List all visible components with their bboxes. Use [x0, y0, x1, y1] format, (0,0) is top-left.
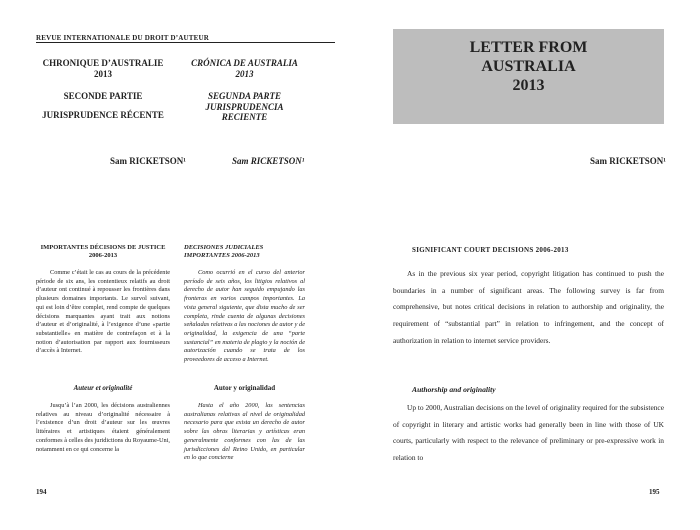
es-intro-text: Como ocurrió en el curso del anterior período de seis años, los litigios relativos al derecho de autor han seguido empujando las fronteras en varios campos importantes. La vista general siguiente, que dista mucho de ser completa, rinde cuenta de algunas decisiones señaladas relativas a las nociones de autor y de originalidad, la exigencia de una “parte sustancial” en materia de plagio y la noción de autorización cuando se trata de los proveedores de acceso a Internet. — [184, 269, 305, 364]
fr-title — [36, 58, 170, 80]
es-section-title: DECISIONES JUDICIALES IMPORTANTES 2006-2013 — [184, 244, 264, 259]
fr-part: SECONDE PARTIE — [63, 91, 143, 101]
en-intro-text: As in the previous six year period, copyright litigation has continued to push the boundaries in a number of significant areas. The following survey is far from comprehensive, but notes critical decisions in relation to authorship and originality, the requirement of “substantial part” in relation to infringement, and the concept of authorization in relation to internet service providers. — [393, 269, 664, 345]
fr-intro-text: Comme c’était le cas au cours de la précédente période de six ans, les contentieux relatifs au droit d’auteur ont continué à repousser les frontières dans plusieurs domaines importants. Le survol suivant, qui est loin d’être complet, rend compte de quelques décisions marquantes ayant trait aux notions d’auteur et d’originalité, à l’exigence d’une «partie substantielle» en matière de contrefaçon et à la notion d’autorisation par rapport aux fournisseurs d’accès à Internet. — [36, 269, 170, 355]
letter-title-line-2: AUSTRALIA — [481, 58, 576, 75]
fr-author: Sam RICKETSON¹ — [110, 156, 186, 166]
fr-body-text: Jusqu’à l’an 2000, les décisions australiennes relatives au niveau d’originalité nécessaire à l’existence d’un droit d’auteur sur les œuvres littéraires et artistiques étaient généralement conformes à celles des juridictions du Royaume-Uni, notamment en ce qui concerne la — [36, 402, 170, 453]
fr-intro — [36, 269, 170, 356]
letter-title-line-3: 2013 — [512, 77, 545, 94]
fr-subsection: Auteur et originalité — [73, 384, 133, 392]
es-title-line-2: 2013 — [235, 69, 254, 79]
es-part: SEGUNDA PARTE — [207, 91, 282, 101]
en-section-title: SIGNIFICANT COURT DECISIONS 2006-2013 — [412, 246, 569, 254]
es-subtitle: JURISPRUDENCIA RECIENTE — [205, 102, 284, 122]
fr-section-title: IMPORTANTES DÉCISIONS DE JUSTICE 2006-2013 — [40, 244, 166, 259]
en-subsection: Authorship and originality — [412, 385, 496, 394]
letter-title-line-1: LETTER FROM — [469, 39, 588, 56]
page-number-right: 195 — [649, 488, 660, 496]
es-body — [184, 402, 305, 463]
journal-header: REVUE INTERNATIONALE DU DROIT D’AUTEUR — [36, 34, 210, 42]
fr-subtitle: JURISPRUDENCE RÉCENTE — [42, 110, 164, 120]
es-title-line-1: CRÓNICA DE AUSTRALIA — [191, 58, 298, 68]
es-title — [184, 58, 305, 80]
es-intro — [184, 269, 305, 365]
es-author: Sam RICKETSON¹ — [232, 156, 305, 166]
en-body — [393, 400, 664, 467]
fr-body — [36, 402, 170, 454]
es-body-text: Hasta el año 2000, las sentencias australianas relativas al nivel de originalidad necesario para que exista un derecho de autor sobre las obras literarias y artísticas eran generalmente conformes con las de las jurisdicciones del Reino Unido, en particular en lo que concierne — [184, 402, 305, 462]
en-body-text: Up to 2000, Australian decisions on the level of originality required for the subsistence of copyright in literary and artistic works had generally been in line with those of UK courts, particularly with respect to the relevance of preliminary or pre-expressive work in relation to — [393, 403, 664, 463]
header-rule — [36, 42, 335, 43]
fr-title-line-2: 2013 — [94, 69, 112, 79]
letter-title — [393, 38, 664, 95]
page-number-left: 194 — [36, 488, 47, 496]
fr-title-line-1: CHRONIQUE D’AUSTRALIE — [42, 58, 164, 68]
en-intro — [393, 266, 664, 350]
en-author: Sam RICKETSON¹ — [590, 156, 666, 166]
es-subsection: Autor y originalidad — [213, 384, 276, 392]
